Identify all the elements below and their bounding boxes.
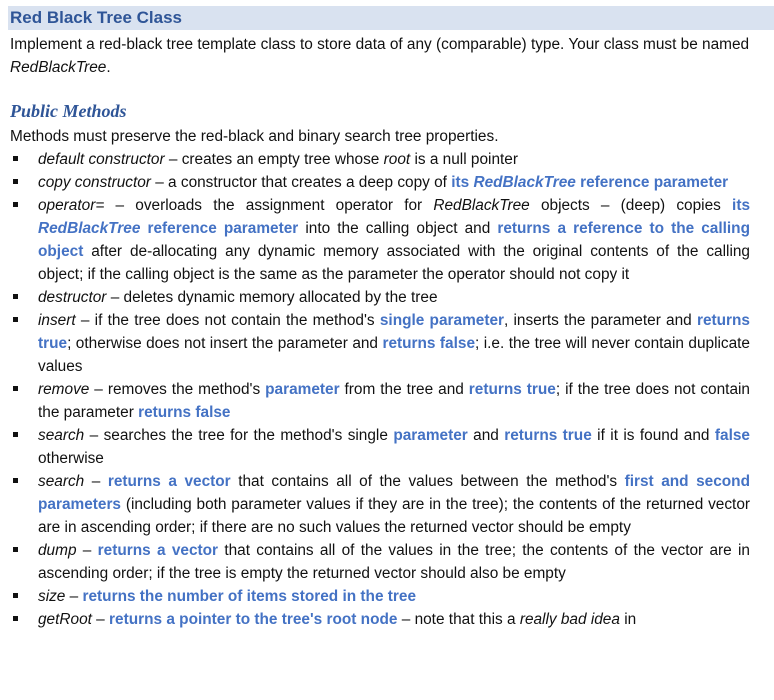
method-text: – <box>76 542 98 559</box>
method-name: dump <box>38 542 77 559</box>
method-text: otherwise <box>38 450 104 467</box>
keyword-text: false <box>714 427 750 444</box>
keyword-text: returns a pointer to the tree's root node <box>109 611 398 628</box>
method-name: copy constructor <box>38 174 151 191</box>
keyword-text: returns a vector <box>107 473 231 490</box>
section-title: Public Methods <box>10 101 127 121</box>
method-insert <box>0 309 774 378</box>
method-text: ; i.e. the tree will never contain duplicate values <box>38 335 750 375</box>
method-text: – <box>65 588 83 605</box>
method-text: if it is found and <box>591 427 715 444</box>
method-text: from the tree and <box>339 381 469 398</box>
intro-end: . <box>106 59 111 76</box>
method-name: default constructor <box>38 151 165 168</box>
class-name: RedBlackTree <box>10 59 107 76</box>
method-text: objects – (deep) copies <box>529 197 733 214</box>
method-text: – <box>84 473 108 490</box>
keyword-text: returns false <box>382 335 476 352</box>
method-dump <box>0 539 774 585</box>
method-name: getRoot <box>38 611 92 628</box>
intro-text: Implement a red-black tree template class to store data of any (comparable) type. Your class must be named <box>10 36 750 53</box>
method-text: , inserts the parameter and <box>504 312 697 329</box>
methods-list <box>0 148 774 631</box>
method-copy-constructor <box>0 171 774 194</box>
method-text: (including both parameter values if they are in the tree); the contents of the returned vector are in ascending order; if there are no such values the returned vector should be empty <box>38 496 750 536</box>
keyword-class-name: RedBlackTree <box>38 220 141 237</box>
method-text: after de-allocating any dynamic memory associated with the original contents of the calling object; if the calling object is the same as the parameter the operator should not copy it <box>38 243 750 283</box>
method-get-root <box>0 608 774 631</box>
keyword-text: returns the number of items stored in the tree <box>82 588 417 605</box>
keyword-text: returns true <box>38 312 750 352</box>
method-text-italic: RedBlackTree <box>433 197 530 214</box>
method-name: operator= <box>38 197 105 214</box>
method-default-constructor <box>0 148 774 171</box>
method-text: ; if the tree does not contain the parameter <box>38 381 750 421</box>
keyword-text: returns true <box>468 381 556 398</box>
method-text: in <box>619 611 637 628</box>
method-text: – searches the tree for the method's single <box>84 427 394 444</box>
method-text: into the calling object and <box>298 220 498 237</box>
method-text: – overloads the assignment operator for <box>104 197 434 214</box>
keyword-text: parameter <box>393 427 468 444</box>
method-text: – deletes dynamic memory allocated by the tree <box>106 289 438 306</box>
method-text: is a null pointer <box>410 151 518 168</box>
keyword-text: returns a reference to the calling object <box>38 220 750 260</box>
method-name: size <box>38 588 66 605</box>
keyword-text: reference parameter <box>575 174 729 191</box>
method-text: that contains all of the values between the method's <box>230 473 625 490</box>
method-search-range <box>0 470 774 539</box>
method-text: – creates an empty tree whose <box>164 151 384 168</box>
page-title: Red Black Tree Class <box>10 8 182 27</box>
keyword-text: first and second parameters <box>38 473 750 513</box>
method-text: – <box>91 611 110 628</box>
method-operator-assign <box>0 194 774 286</box>
method-text-italic: root <box>383 151 411 168</box>
keyword-text: returns a vector <box>97 542 219 559</box>
keyword-text: reference parameter <box>140 220 299 237</box>
intro-paragraph <box>10 33 755 79</box>
method-name: insert <box>38 312 76 329</box>
method-name: search <box>38 473 85 490</box>
method-text: – if the tree does not contain the method's <box>75 312 380 329</box>
method-search-single <box>0 424 774 470</box>
keyword-text: its <box>451 174 474 191</box>
method-name: search <box>38 427 85 444</box>
heading-band <box>8 6 774 30</box>
keyword-text: parameter <box>265 381 340 398</box>
method-name: destructor <box>38 289 107 306</box>
method-text: that contains all of the values in the tree; the contents of the vector are in ascending order; if the tree is empty the returned vector should also be empty <box>38 542 750 582</box>
method-text: and <box>467 427 505 444</box>
method-text: – a constructor that creates a deep copy of <box>150 174 452 191</box>
method-text: – note that this a <box>397 611 520 628</box>
keyword-class-name: RedBlackTree <box>473 174 576 191</box>
method-text: – removes the method's <box>89 381 266 398</box>
method-name: remove <box>38 381 90 398</box>
method-size <box>0 585 774 608</box>
method-remove <box>0 378 774 424</box>
keyword-text: single parameter <box>379 312 504 329</box>
keyword-text: returns true <box>504 427 592 444</box>
method-text: ; otherwise does not insert the parameter and <box>67 335 383 352</box>
method-destructor <box>0 286 774 309</box>
keyword-text: returns false <box>138 404 231 421</box>
method-text-italic: really bad idea <box>519 611 620 628</box>
section-intro: Methods must preserve the red-black and binary search tree properties. <box>10 128 499 145</box>
keyword-text: its <box>732 197 751 214</box>
